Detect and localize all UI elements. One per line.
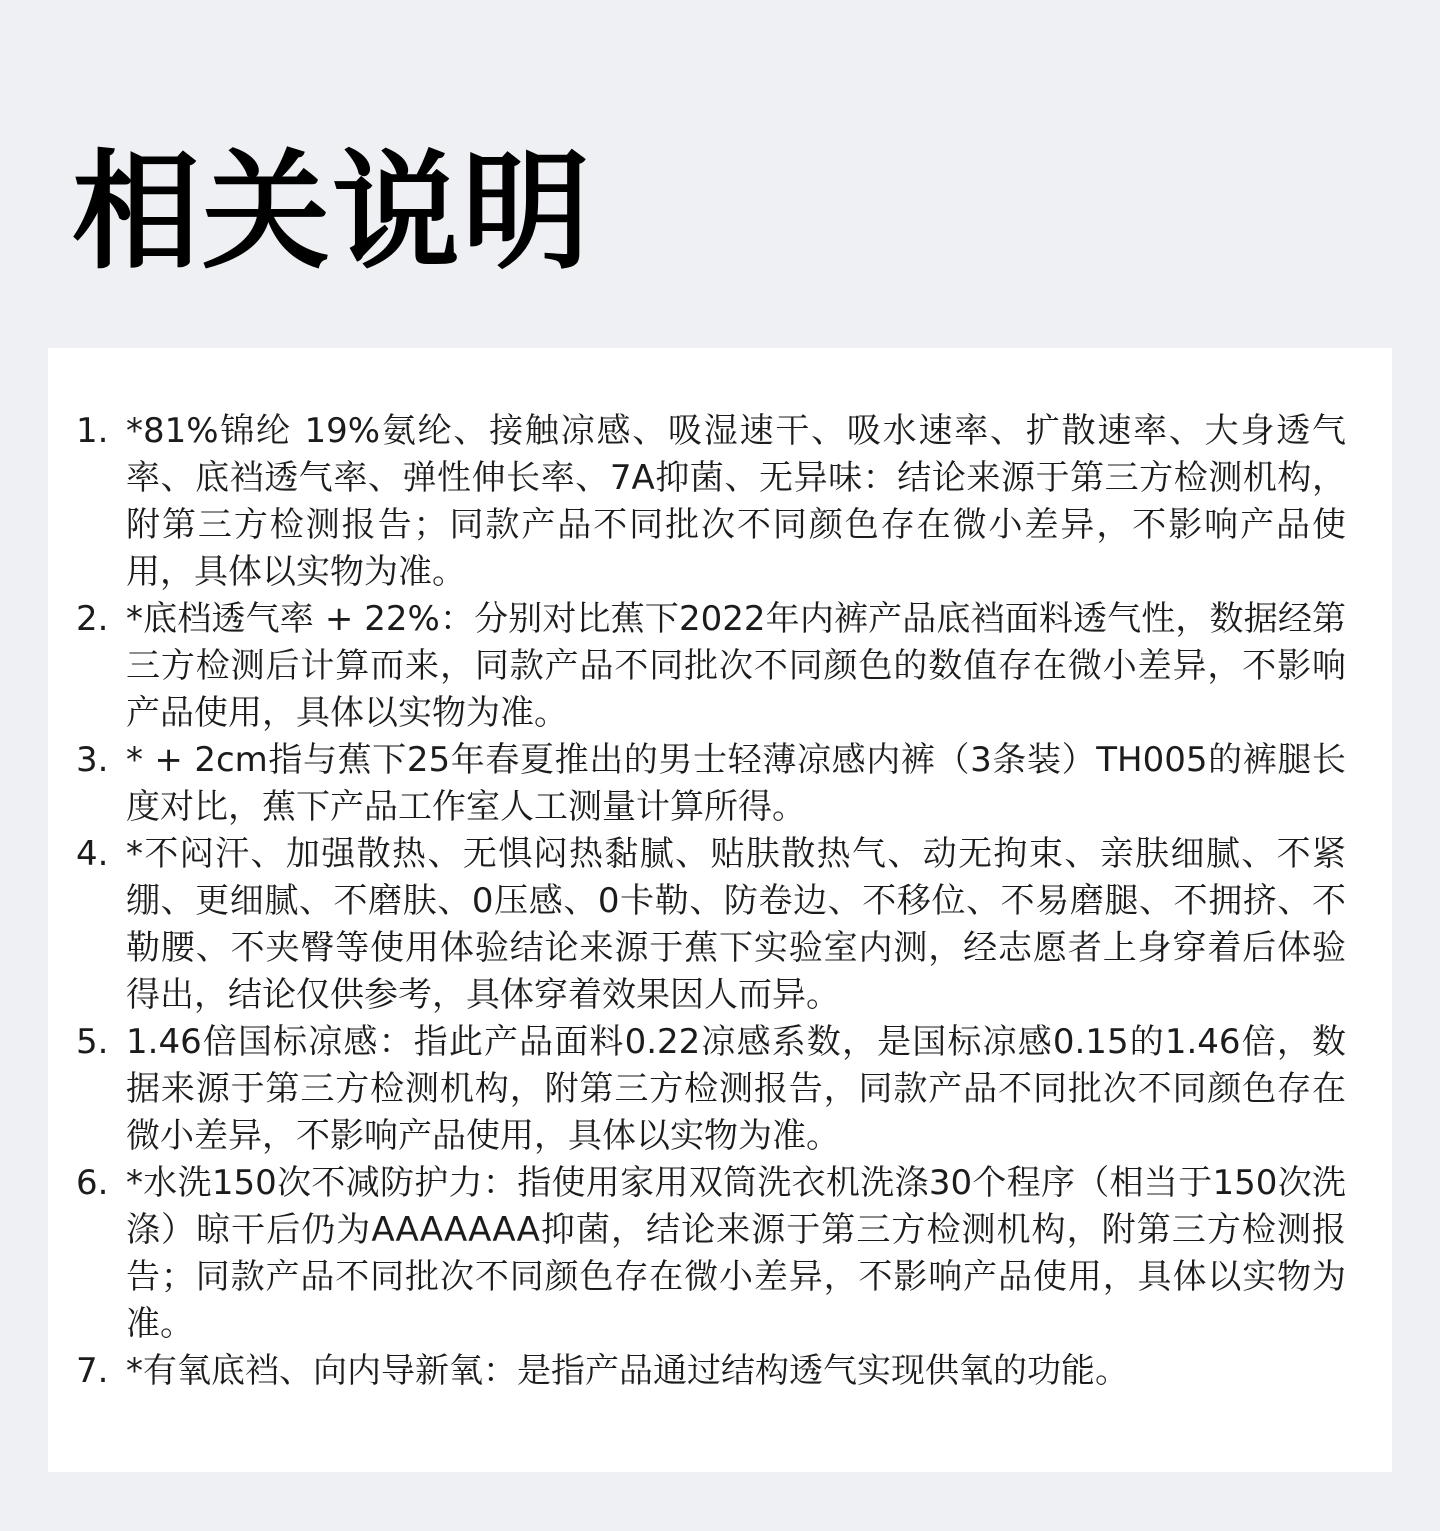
note-number: 4.	[76, 834, 109, 874]
note-item-1	[76, 408, 1346, 596]
note-number: 1.	[76, 411, 109, 451]
note-item-4	[76, 831, 1346, 1019]
note-item-6	[76, 1160, 1346, 1348]
note-item-5	[76, 1019, 1346, 1160]
note-number: 6.	[76, 1163, 109, 1203]
note-text: * + 2cm指与蕉下25年春夏推出的男士轻薄凉感内裤（3条装）TH005的裤腿长度对比，蕉下产品工作室人工测量计算所得。	[126, 740, 1346, 827]
note-number: 5.	[76, 1022, 109, 1062]
note-text: *底档透气率 + 22%：分别对比蕉下2022年内裤产品底裆面料透气性，数据经第三方检测后计算而来，同款产品不同批次不同颜色的数值存在微小差异，不影响产品使用，具体以实物为准。	[126, 599, 1346, 733]
notes-card	[48, 348, 1392, 1472]
note-item-2	[76, 596, 1346, 737]
note-number: 2.	[76, 599, 109, 639]
note-number: 7.	[76, 1351, 109, 1391]
note-text: 1.46倍国标凉感：指此产品面料0.22凉感系数，是国标凉感0.15的1.46倍，数据来源于第三方检测机构，附第三方检测报告，同款产品不同批次不同颜色存在微小差异，不影响产品使用，具体以实物为准。	[126, 1022, 1346, 1156]
note-text: *有氧底裆、向内导新氧：是指产品通过结构透气实现供氧的功能。	[126, 1351, 1129, 1391]
note-item-7	[76, 1348, 1346, 1395]
notes-list	[76, 408, 1346, 1395]
note-text: *不闷汗、加强散热、无惧闷热黏腻、贴肤散热气、动无拘束、亲肤细腻、不紧绷、更细腻、不磨肤、0压感、0卡勒、防卷边、不移位、不易磨腿、不拥挤、不勒腰、不夹臀等使用体验结论来源于蕉下实验室内测，经志愿者上身穿着后体验得出，结论仅供参考，具体穿着效果因人而异。	[126, 834, 1346, 1015]
note-text: *81%锦纶 19%氨纶、接触凉感、吸湿速干、吸水速率、扩散速率、大身透气率、底裆透气率、弹性伸长率、7A抑菌、无异味：结论来源于第三方检测机构，附第三方检测报告；同款产品不同批次不同颜色存在微小差异，不影响产品使用，具体以实物为准。	[126, 411, 1346, 592]
note-number: 3.	[76, 740, 109, 780]
note-text: *水洗150次不减防护力：指使用家用双筒洗衣机洗涤30个程序（相当于150次洗涤）晾干后仍为AAAAAAA抑菌，结论来源于第三方检测机构，附第三方检测报告；同款产品不同批次不同颜色存在微小差异，不影响产品使用，具体以实物为准。	[126, 1163, 1346, 1344]
note-item-3	[76, 737, 1346, 831]
page-title: 相关说明	[72, 138, 593, 287]
